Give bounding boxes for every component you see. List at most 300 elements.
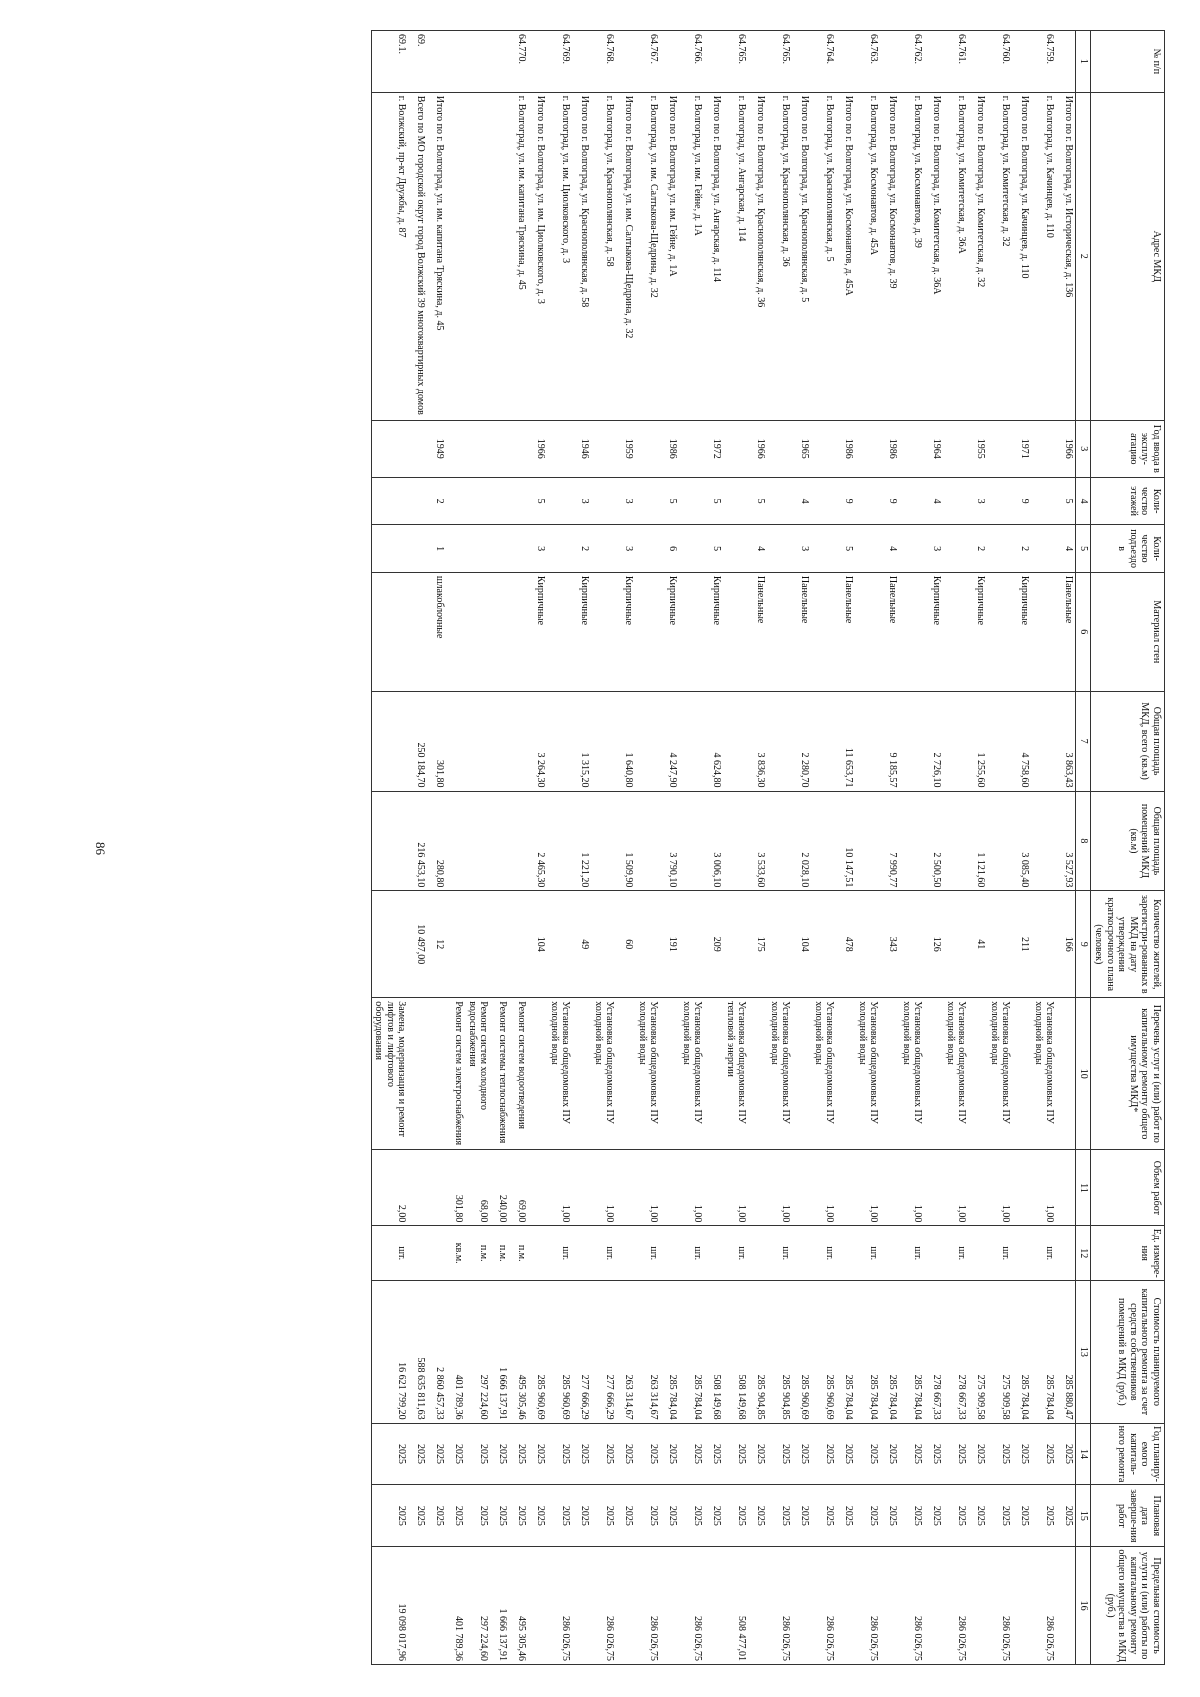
column-number-14: 14 xyxy=(1076,1423,1091,1485)
table-cell: п.м. xyxy=(510,1226,529,1281)
table-cell: 69.1. xyxy=(372,31,409,93)
table-cell: 2 xyxy=(969,525,988,573)
table-total-row xyxy=(749,31,768,1665)
column-number-3: 3 xyxy=(1076,420,1091,477)
table-cell xyxy=(617,998,636,1150)
table-cell xyxy=(925,1226,944,1281)
table-cell xyxy=(680,572,705,691)
table-cell xyxy=(944,691,969,791)
table-cell: 2025 xyxy=(944,1423,969,1485)
table-cell: 285 784,04 xyxy=(837,1281,856,1424)
table-cell: 64.767. xyxy=(636,31,661,93)
table-cell: г. Волгоград, ул. Комитетская, д. 32 xyxy=(988,92,1013,420)
table-cell: Установка общедомовых ПУ холодной воды xyxy=(680,998,705,1150)
table-cell xyxy=(768,525,793,573)
table-cell: 49 xyxy=(573,891,592,998)
table-cell: 1,00 xyxy=(636,1150,661,1226)
table-cell: 285 784,04 xyxy=(680,1281,705,1424)
table-cell xyxy=(466,525,491,573)
table-cell: 2025 xyxy=(793,1485,812,1547)
table-cell: 2025 xyxy=(409,1423,428,1485)
table-cell xyxy=(447,691,466,791)
table-cell xyxy=(510,572,529,691)
table-cell xyxy=(925,1547,944,1665)
table-cell: 2 028,10 xyxy=(793,791,812,891)
table-cell: 4 xyxy=(793,477,812,525)
table-cell xyxy=(548,572,573,691)
table-cell xyxy=(900,477,925,525)
table-cell: 2025 xyxy=(837,1423,856,1485)
column-number-16: 16 xyxy=(1076,1547,1091,1665)
table-cell: 1971 xyxy=(1013,420,1032,477)
table-cell: 2025 xyxy=(856,1485,881,1547)
table-cell xyxy=(705,1547,724,1665)
table-cell xyxy=(881,1150,900,1226)
table-cell: 3 006,10 xyxy=(705,791,724,891)
table-cell: Ремонт систем водоотведения xyxy=(510,998,529,1150)
table-cell: 2025 xyxy=(856,1423,881,1485)
table-cell: 4 247,90 xyxy=(661,691,680,791)
table-cell: 301,80 xyxy=(428,691,447,791)
table-cell: 285 880,47 xyxy=(1057,1281,1077,1424)
table-cell: 2025 xyxy=(548,1423,573,1485)
table-cell xyxy=(944,572,969,691)
table-cell: Кирпичные xyxy=(573,572,592,691)
table-cell: Итого по г. Волгоград, ул. Историческая, д. 136 xyxy=(1057,92,1077,420)
table-cell: 297 224,60 xyxy=(466,1547,491,1665)
table-cell: 2025 xyxy=(900,1485,925,1547)
table-cell: 286 026,75 xyxy=(856,1547,881,1665)
table-cell xyxy=(900,891,925,998)
table-cell: 286 026,75 xyxy=(988,1547,1013,1665)
table-cell: 1,00 xyxy=(768,1150,793,1226)
table-cell: 4 xyxy=(925,477,944,525)
table-cell xyxy=(1013,998,1032,1150)
table-cell: 2025 xyxy=(925,1485,944,1547)
table-cell xyxy=(548,691,573,791)
table-cell xyxy=(900,420,925,477)
table-cell: 19 098 017,96 xyxy=(372,1547,409,1665)
table-cell: 495 305,46 xyxy=(510,1281,529,1424)
table-cell xyxy=(466,31,491,93)
table-cell xyxy=(680,791,705,891)
table-cell: 1 255,60 xyxy=(969,691,988,791)
table-cell: 2025 xyxy=(529,1423,548,1485)
table-cell: 68,00 xyxy=(466,1150,491,1226)
table-cell: 2025 xyxy=(793,1423,812,1485)
table-cell: 2025 xyxy=(491,1423,510,1485)
table-row xyxy=(988,31,1013,1665)
table-cell: 2025 xyxy=(1032,1423,1057,1485)
table-cell: 3 264,30 xyxy=(529,691,548,791)
table-cell: шт. xyxy=(680,1226,705,1281)
table-cell: 1 666 137,91 xyxy=(491,1547,510,1665)
column-number-7: 7 xyxy=(1076,691,1091,791)
table-cell xyxy=(661,998,680,1150)
table-cell xyxy=(988,572,1013,691)
table-cell: 280,80 xyxy=(428,791,447,891)
table-cell xyxy=(768,691,793,791)
table-total-row xyxy=(837,31,856,1665)
table-cell xyxy=(409,477,428,525)
table-cell xyxy=(793,31,812,93)
table-cell xyxy=(969,31,988,93)
table-cell: Замена, модернизация и ремонт лифтов и лифтового оборудования xyxy=(372,998,409,1150)
table-cell xyxy=(837,1150,856,1226)
table-cell xyxy=(447,791,466,891)
table-cell: 263 314,67 xyxy=(617,1281,636,1424)
table-cell: 1966 xyxy=(1057,420,1077,477)
table-cell: 286 026,75 xyxy=(1032,1547,1057,1665)
table-cell xyxy=(724,891,749,998)
table-cell: 286 026,75 xyxy=(900,1547,925,1665)
table-cell: г. Волгоград, ул. им. Гейне, д. 1А xyxy=(680,92,705,420)
table-cell xyxy=(636,791,661,891)
table-cell: 275 909,58 xyxy=(969,1281,988,1424)
table-cell xyxy=(661,31,680,93)
table-cell: 2025 xyxy=(661,1423,680,1485)
table-cell: 4 624,80 xyxy=(705,691,724,791)
table-cell: 297 224,60 xyxy=(466,1281,491,1424)
table-cell xyxy=(793,1150,812,1226)
table-cell: Кирпичные xyxy=(529,572,548,691)
table-cell: 3 863,43 xyxy=(1057,691,1077,791)
table-cell: 285 904,85 xyxy=(749,1281,768,1424)
table-cell: 508 149,68 xyxy=(705,1281,724,1424)
table-cell: 2025 xyxy=(1032,1485,1057,1547)
table-cell xyxy=(837,1226,856,1281)
table-cell: шт. xyxy=(372,1226,409,1281)
table-total-row xyxy=(573,31,592,1665)
column-header-7: Общая площадь МКД, всего (кв.м) xyxy=(1091,691,1165,791)
table-cell xyxy=(724,691,749,791)
table-cell xyxy=(466,791,491,891)
table-cell: 64.768. xyxy=(592,31,617,93)
table-cell: 5 xyxy=(1057,477,1077,525)
table-cell: 285 784,04 xyxy=(1032,1281,1057,1424)
table-cell xyxy=(636,691,661,791)
table-cell xyxy=(428,1226,447,1281)
table-cell: Установка общедомовых ПУ холодной воды xyxy=(944,998,969,1150)
table-cell xyxy=(812,572,837,691)
table-cell xyxy=(466,572,491,691)
table-cell xyxy=(988,691,1013,791)
table-cell: 2025 xyxy=(636,1423,661,1485)
table-cell: 3 533,60 xyxy=(749,791,768,891)
table-cell: шт. xyxy=(768,1226,793,1281)
table-cell: 2025 xyxy=(661,1485,680,1547)
table-cell xyxy=(724,525,749,573)
table-cell: 588 635 811,63 xyxy=(409,1281,428,1424)
table-cell: 2025 xyxy=(988,1485,1013,1547)
table-cell xyxy=(636,572,661,691)
table-cell: 285 904,85 xyxy=(768,1281,793,1424)
table-cell xyxy=(372,420,409,477)
table-cell: 3 xyxy=(529,525,548,573)
table-cell: Ремонт систем электроснабжения xyxy=(447,998,466,1150)
table-cell xyxy=(636,525,661,573)
table-cell xyxy=(724,791,749,891)
table-cell xyxy=(812,691,837,791)
table-cell: 2025 xyxy=(592,1485,617,1547)
table-cell xyxy=(592,691,617,791)
table-cell: 2025 xyxy=(529,1485,548,1547)
table-cell: 2,00 xyxy=(372,1150,409,1226)
table-cell: 2025 xyxy=(372,1485,409,1547)
table-cell: 69. xyxy=(409,31,428,93)
table-cell xyxy=(705,1150,724,1226)
table-cell: 285 960,69 xyxy=(529,1281,548,1424)
table-cell: 1,00 xyxy=(1032,1150,1057,1226)
table-cell: Кирпичные xyxy=(617,572,636,691)
table-cell: 64.766. xyxy=(680,31,705,93)
table-cell: 6 xyxy=(661,525,680,573)
table-cell: шт. xyxy=(812,1226,837,1281)
table-cell: 508 149,68 xyxy=(724,1281,749,1424)
table-cell: 2025 xyxy=(724,1423,749,1485)
table-cell: 2025 xyxy=(724,1485,749,1547)
table-cell: шт. xyxy=(1032,1226,1057,1281)
table-cell: 2025 xyxy=(636,1485,661,1547)
table-cell xyxy=(466,891,491,998)
table-cell xyxy=(900,791,925,891)
table-cell xyxy=(988,891,1013,998)
table-cell: 2025 xyxy=(372,1423,409,1485)
table-cell: 2 860 457,33 xyxy=(428,1281,447,1424)
table-cell: 16 621 799,20 xyxy=(372,1281,409,1424)
table-cell xyxy=(447,92,466,420)
table-cell xyxy=(900,572,925,691)
table-cell xyxy=(428,998,447,1150)
column-number-13: 13 xyxy=(1076,1281,1091,1424)
table-cell xyxy=(1032,525,1057,573)
column-header-2: Адрес МКД xyxy=(1091,92,1165,420)
table-cell: 286 026,75 xyxy=(812,1547,837,1665)
table-cell xyxy=(491,420,510,477)
table-cell xyxy=(447,891,466,998)
table-cell xyxy=(510,891,529,998)
table-cell: 285 784,04 xyxy=(881,1281,900,1424)
table-cell: 209 xyxy=(705,891,724,998)
table-row xyxy=(447,31,466,1665)
table-cell: 1955 xyxy=(969,420,988,477)
table-cell: 4 xyxy=(1057,525,1077,573)
table-cell: 286 026,75 xyxy=(768,1547,793,1665)
table-cell: Установка общедомовых ПУ холодной воды xyxy=(548,998,573,1150)
table-total-row xyxy=(617,31,636,1665)
table-cell: 2025 xyxy=(447,1485,466,1547)
table-cell xyxy=(812,420,837,477)
table-cell: 1972 xyxy=(705,420,724,477)
table-cell: 2025 xyxy=(969,1485,988,1547)
table-cell: 104 xyxy=(529,891,548,998)
table-cell xyxy=(491,791,510,891)
table-cell xyxy=(548,791,573,891)
table-cell: 3 836,30 xyxy=(749,691,768,791)
table-cell xyxy=(988,477,1013,525)
table-cell xyxy=(491,477,510,525)
table-cell: 508 477,01 xyxy=(724,1547,749,1665)
column-header-1: № п/п xyxy=(1091,31,1165,93)
table-cell xyxy=(900,525,925,573)
table-cell: 5 xyxy=(837,525,856,573)
table-cell: 1,00 xyxy=(680,1150,705,1226)
table-cell xyxy=(592,525,617,573)
table-cell: 2025 xyxy=(617,1423,636,1485)
table-cell: 343 xyxy=(881,891,900,998)
table-row xyxy=(466,31,491,1665)
table-cell: Установка общедомовых ПУ холодной воды xyxy=(856,998,881,1150)
table-cell xyxy=(428,31,447,93)
table-cell: г. Волгоград, ул. Краснополянская, д. 5 xyxy=(812,92,837,420)
table-cell: 2025 xyxy=(881,1485,900,1547)
table-cell: 64.759. xyxy=(1032,31,1057,93)
table-cell xyxy=(447,420,466,477)
table-total-row xyxy=(529,31,548,1665)
table-cell: Итого по г. Волгоград, ул. им. капитана Тряскина, д. 45 xyxy=(428,92,447,420)
table-cell xyxy=(680,691,705,791)
table-cell xyxy=(617,1150,636,1226)
table-row xyxy=(491,31,510,1665)
table-cell: 2025 xyxy=(573,1485,592,1547)
table-cell: 1965 xyxy=(793,420,812,477)
table-cell: 64.770. xyxy=(510,31,529,93)
table-cell: 3 527,93 xyxy=(1057,791,1077,891)
table-cell xyxy=(1057,31,1077,93)
table-cell: 301,80 xyxy=(447,1150,466,1226)
table-cell xyxy=(1032,420,1057,477)
table-cell: 5 xyxy=(705,477,724,525)
table-body xyxy=(372,31,1077,1665)
table-cell: 64.763. xyxy=(856,31,881,93)
repair-plan-table xyxy=(371,30,1165,1665)
table-cell: 2025 xyxy=(573,1423,592,1485)
table-cell xyxy=(1032,791,1057,891)
table-cell xyxy=(1057,1226,1077,1281)
table-cell: 2025 xyxy=(1013,1485,1032,1547)
table-cell xyxy=(409,1226,428,1281)
table-cell: Панельные xyxy=(793,572,812,691)
table-cell: Кирпичные xyxy=(661,572,680,691)
table-cell: 2025 xyxy=(900,1423,925,1485)
table-cell xyxy=(548,525,573,573)
table-cell: 2025 xyxy=(466,1485,491,1547)
table-cell xyxy=(529,1150,548,1226)
table-cell: 286 026,75 xyxy=(592,1547,617,1665)
table-cell xyxy=(447,525,466,573)
table-cell: 3 xyxy=(617,477,636,525)
table-cell xyxy=(1013,31,1032,93)
table-cell: 2025 xyxy=(447,1423,466,1485)
table-cell: п.м. xyxy=(466,1226,491,1281)
table-cell: 64.769. xyxy=(548,31,573,93)
column-header-8: Общая площадь помещений МКД (кв.м) xyxy=(1091,791,1165,891)
table-cell xyxy=(1032,891,1057,998)
table-cell xyxy=(680,477,705,525)
table-total-row xyxy=(793,31,812,1665)
table-cell: 2 xyxy=(428,477,447,525)
table-cell: 5 xyxy=(749,477,768,525)
table-cell: 1966 xyxy=(749,420,768,477)
table-cell: Всего по МО городской округ город Волжский 39 многоквартирных домов xyxy=(409,92,428,420)
table-cell xyxy=(1057,998,1077,1150)
table-cell: Кирпичные xyxy=(969,572,988,691)
table-cell: 401 789,36 xyxy=(447,1281,466,1424)
table-cell: 1964 xyxy=(925,420,944,477)
table-cell: 1,00 xyxy=(944,1150,969,1226)
table-cell xyxy=(881,998,900,1150)
table-cell xyxy=(680,420,705,477)
table-cell xyxy=(705,31,724,93)
table-cell: 175 xyxy=(749,891,768,998)
column-number-15: 15 xyxy=(1076,1485,1091,1547)
table-cell: 285 960,69 xyxy=(548,1281,573,1424)
table-cell: шт. xyxy=(592,1226,617,1281)
page-number: 86 xyxy=(93,842,108,855)
table-cell: 3 xyxy=(617,525,636,573)
table-cell: Ремонт системы теплоснабжения xyxy=(491,998,510,1150)
table-cell: 4 xyxy=(749,525,768,573)
table-cell xyxy=(466,691,491,791)
table-cell: Итого по г. Волгоград, ул. Космонавтов, д. 39 xyxy=(881,92,900,420)
table-total-row xyxy=(705,31,724,1665)
table-cell: 126 xyxy=(925,891,944,998)
table-cell xyxy=(409,998,428,1150)
table-cell: 12 xyxy=(428,891,447,998)
table-cell: 1949 xyxy=(428,420,447,477)
table-row xyxy=(856,31,881,1665)
table-cell xyxy=(573,31,592,93)
table-cell: 3 085,40 xyxy=(1013,791,1032,891)
table-cell: Кирпичные xyxy=(925,572,944,691)
table-cell: 4 758,60 xyxy=(1013,691,1032,791)
table-cell: Итого по г. Волгоград, ул. Краснополянская, д. 36 xyxy=(749,92,768,420)
table-cell xyxy=(837,1547,856,1665)
table-cell: 7 990,77 xyxy=(881,791,900,891)
table-cell xyxy=(636,420,661,477)
column-number-8: 8 xyxy=(1076,791,1091,891)
table-cell: 1986 xyxy=(881,420,900,477)
table-cell: 1,00 xyxy=(900,1150,925,1226)
table-cell: Панельные xyxy=(1057,572,1077,691)
table-total-row xyxy=(1057,31,1077,1665)
table-cell: Установка общедомовых ПУ холодной воды xyxy=(900,998,925,1150)
table-cell xyxy=(510,477,529,525)
table-cell: г. Волгоград, ул. Краснополянская, д. 36 xyxy=(768,92,793,420)
table-cell: 9 xyxy=(881,477,900,525)
table-cell: г. Волгоград, ул. Космонавтов, д. 39 xyxy=(900,92,925,420)
table-cell xyxy=(837,31,856,93)
table-cell: 1 221,20 xyxy=(573,791,592,891)
table-cell xyxy=(812,891,837,998)
table-cell xyxy=(491,691,510,791)
table-cell: Итого по г. Волгоград, ул. Комитетская, д. 36А xyxy=(925,92,944,420)
table-cell: 2025 xyxy=(510,1423,529,1485)
table-cell: п.м. xyxy=(491,1226,510,1281)
table-cell: 1,00 xyxy=(988,1150,1013,1226)
table-cell: Ремонт систем холодного водоснабжения xyxy=(466,998,491,1150)
table-cell: Итого по г. Волгоград, ул. Качинцев, д. 110 xyxy=(1013,92,1032,420)
table-cell xyxy=(793,1547,812,1665)
table-cell: 2025 xyxy=(1057,1423,1077,1485)
column-header-10: Перечень услуг и (или) работ по капитальному ремонту общего имущества МКД* xyxy=(1091,998,1165,1150)
table-cell xyxy=(812,477,837,525)
table-cell: шт. xyxy=(856,1226,881,1281)
table-cell xyxy=(491,525,510,573)
table-cell xyxy=(881,31,900,93)
table-cell: г. Волгоград, ул. Комитетская, д. 36А xyxy=(944,92,969,420)
table-cell: 2 726,10 xyxy=(925,691,944,791)
